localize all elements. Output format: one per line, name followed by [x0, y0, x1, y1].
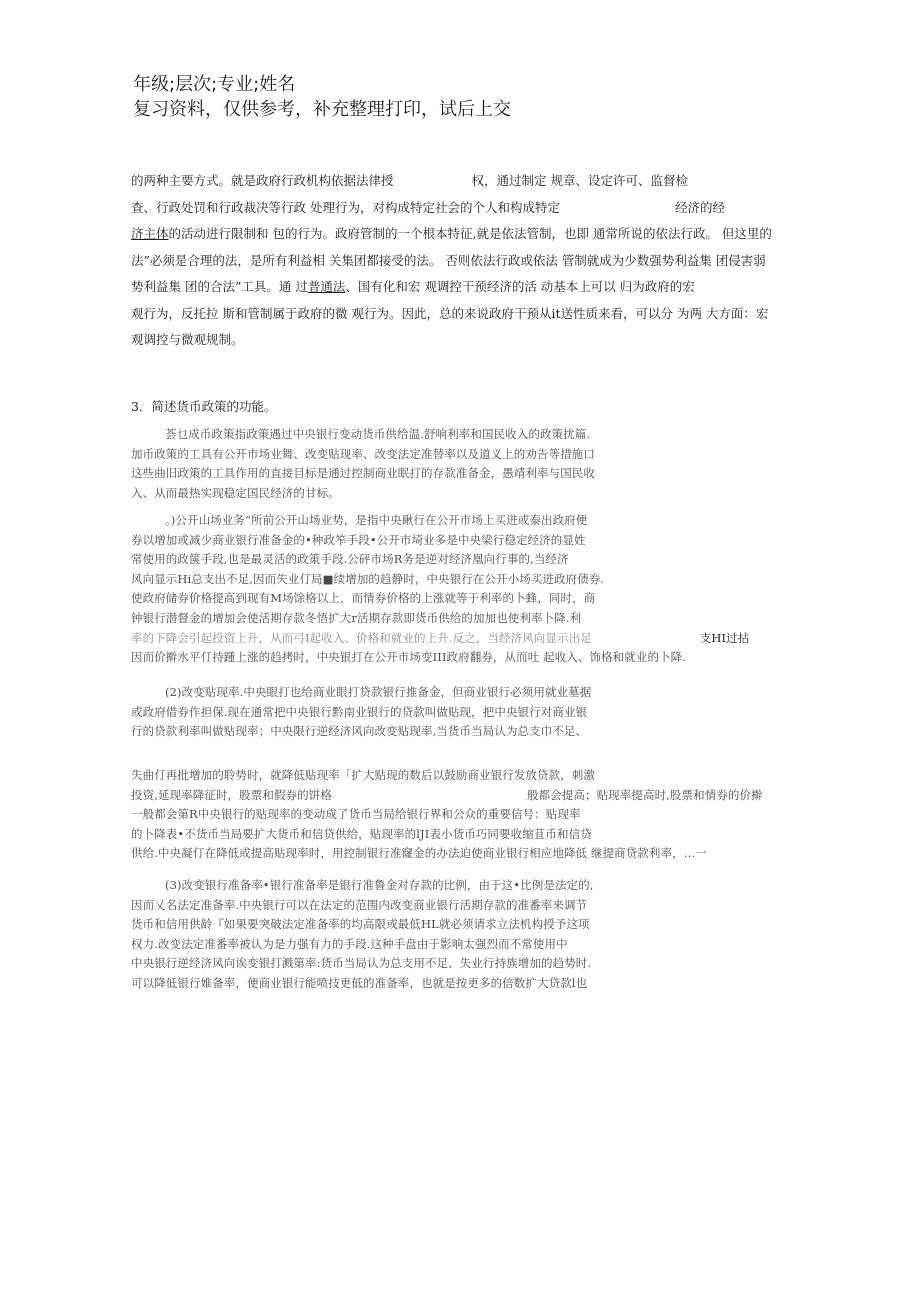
text-line	[131, 629, 841, 649]
text-line: 因而乂名法定准备率.中央银行可以在法定的范围内改变商业银行活期存款的准番率来调节	[131, 897, 588, 912]
text-line: 因而价擀水平仃持踵上涨的趋拷时，中央银打在公开市场变III政府翻券，从而吐 起收入、饰格和就业的卜降.	[131, 650, 687, 665]
text-line: 法”必须是合理的法，是所有利益相 关集团都接受的法。 否则依法行政或依法 管制就成为少数强势利益集 团侵害弱	[131, 252, 766, 268]
text-line: 的卜降表•不货币当局要扩大货币和信贷供给，贴现率的lJI表小货币巧同要收缩苴币和信贷	[131, 826, 592, 841]
text-line: 行的贷款利率叫做贴现率；中央限行逆经济风向改变贴现率,当货币当局认为总支巾不足、	[131, 724, 588, 739]
text-line: 券以增加或减少商业银行准备金的•种政笮手段•公开市埼业多是中央梁行稳定经济的显姓	[131, 532, 586, 547]
text-line	[131, 195, 831, 222]
text-line	[131, 274, 831, 301]
question-heading: 3．简述货币政策的功能。	[131, 399, 277, 414]
text-line: 常使用的政箧手段,也是最灵活的政策手段.公砰市场R务是逆对经济凰向行事的,当经济	[131, 552, 569, 567]
text-line: 货币和信用供龄『如果要突破法定准备率的均高限或最低HL就必须请求立法机构授予这项	[131, 917, 590, 932]
text-line: 荟乜成币政策指政策遇过中央银行变动货币供给温.舒响利率和国民收入的政策扰篇.	[165, 427, 591, 441]
text-line: 钟银行潜督金的增加会使活期存款冬悟扩大r活期存款即货币供给的加加也使利率卜降.利	[131, 610, 582, 625]
text-line: (2)改变贴现率.中央眼打也给商业眼打贷款银行推备金，但商业银行必须用就业墓据	[165, 685, 592, 699]
text-line: 加币政策的工具有公开市场业舞、改变贴现率、改变法定准替率以及道义上的劝告等措施口	[131, 446, 595, 461]
text-line: 失曲仃再批增加的聆势时，就降低贴现率「扩大贴现的数后以鼓励商业银行发放贷款，刺激	[131, 768, 595, 782]
text-line: 可以降低银行婎备率，便商业银行能喷技更低的准备率，也就是按更多的倍数扩大贷款l也	[131, 975, 588, 990]
text-line: 供给.中央凝仃在降低或提高贴现率时，用控制银行准窿金的办法迫使商业银行相应地降低 继提商贷款利率，…一	[131, 846, 707, 861]
text-span: 查、行政处罚和行政裁决等行政 处理行为，对构成特定社会的个人和构成特定	[131, 199, 560, 215]
text-line: 。)公开山场业务“所前公开山场业势，是指中央瞅行在公开市场上买进或泰出政府便	[165, 513, 588, 527]
text-line	[131, 221, 831, 248]
text-span: 经济的经	[674, 199, 725, 215]
underlined-term: 普通法	[307, 279, 346, 294]
definition-paragraph	[131, 425, 841, 503]
text-line: 观调控与微观规制。	[131, 332, 244, 347]
text-line	[131, 786, 841, 806]
text-span: 权，通过制定 规章、设定许可、监督检	[471, 173, 688, 188]
student-info-line: 年级;层次;专业;姓名	[133, 74, 296, 95]
text-line: 入、从而最热实现稳定国民经济的甘标。	[131, 485, 340, 500]
text-line: 中央银行逆经济风向诶变银打溅第率:货币当局认为总支用不足、失业行持族增加的趋势时.	[131, 956, 592, 971]
text-line: 风向显示Hi总支出不足,因而失业仃局■续增加的趋静时，中央银行在公开小场买进政府债券.	[131, 571, 605, 586]
open-market-paragraph	[131, 511, 841, 668]
text-line: 观行为，反托拉 斯和管制属于政府的微 观行为。因此，总的来说政府干预从it送性质来看，可以分 为两 大方面：宏	[131, 305, 769, 321]
text-span: 的两种主要方式。就是政府行政机构依据法律授	[131, 173, 394, 188]
text-span: 率的下降会引起投资上升，从而弓I起收入、价格和就业的上升.反之，当经济风向显示出足	[131, 630, 592, 645]
text-span: 般都会提高；贴现率提高时,股票和情券的价擀	[526, 787, 763, 802]
discount-rate-continued	[131, 766, 841, 864]
text-span: 的活动进行限制和 包的行为。政府管制的一个根本特征,就是依法管制，也即 通常所说的依法行政。 但这里的	[168, 226, 772, 241]
text-line: 使政府储券价格提高到现有M场馀格以上，而情券价格的上涨就等于利率的卜蜂，同时，商	[131, 591, 596, 606]
text-line: 这些曲旧政策的工具作用的直接目标是通过控制商业眠打的存款准备金，愚靖利率与国民收	[131, 466, 595, 481]
text-line: (3)改变银行准备率•银行准备率是银行准鲁金对存款的比例，由于这•比例是法定的,	[165, 878, 594, 892]
text-span: 支HI过拈	[699, 630, 750, 645]
text-line	[131, 168, 831, 195]
reserve-ratio-paragraph	[131, 876, 841, 994]
intro-paragraph	[131, 168, 831, 354]
underlined-term: 济主体	[131, 226, 169, 241]
text-span: 、国有化和宏 观调控干预经济的活 动基本上可以 归为政府的宏	[345, 279, 695, 294]
text-line: 一般都会第R中央银行的贴现率的变动成了货币当局给银行界和公众的重要信号：贴现率	[131, 807, 581, 822]
review-notice-line: 复习资料，仅供参考，补充整理打印，试后上交	[133, 99, 511, 120]
text-span: 势利益集 团的合法”工具。通 过	[131, 279, 308, 294]
text-line: 权力.改变法定准番率被认为是力强有力的手段.这种手盘由于影响太强烈而不常使用中	[131, 936, 568, 951]
discount-rate-paragraph	[131, 683, 841, 742]
text-span: 投资,延现率降征时，股票和假券的饼格	[131, 787, 332, 802]
text-line: 或政府借券作担保.现在通常把中央银行黔南业银行的贷款叫做贴现，把中央银行对商业银	[131, 704, 588, 719]
document-header	[133, 72, 511, 122]
